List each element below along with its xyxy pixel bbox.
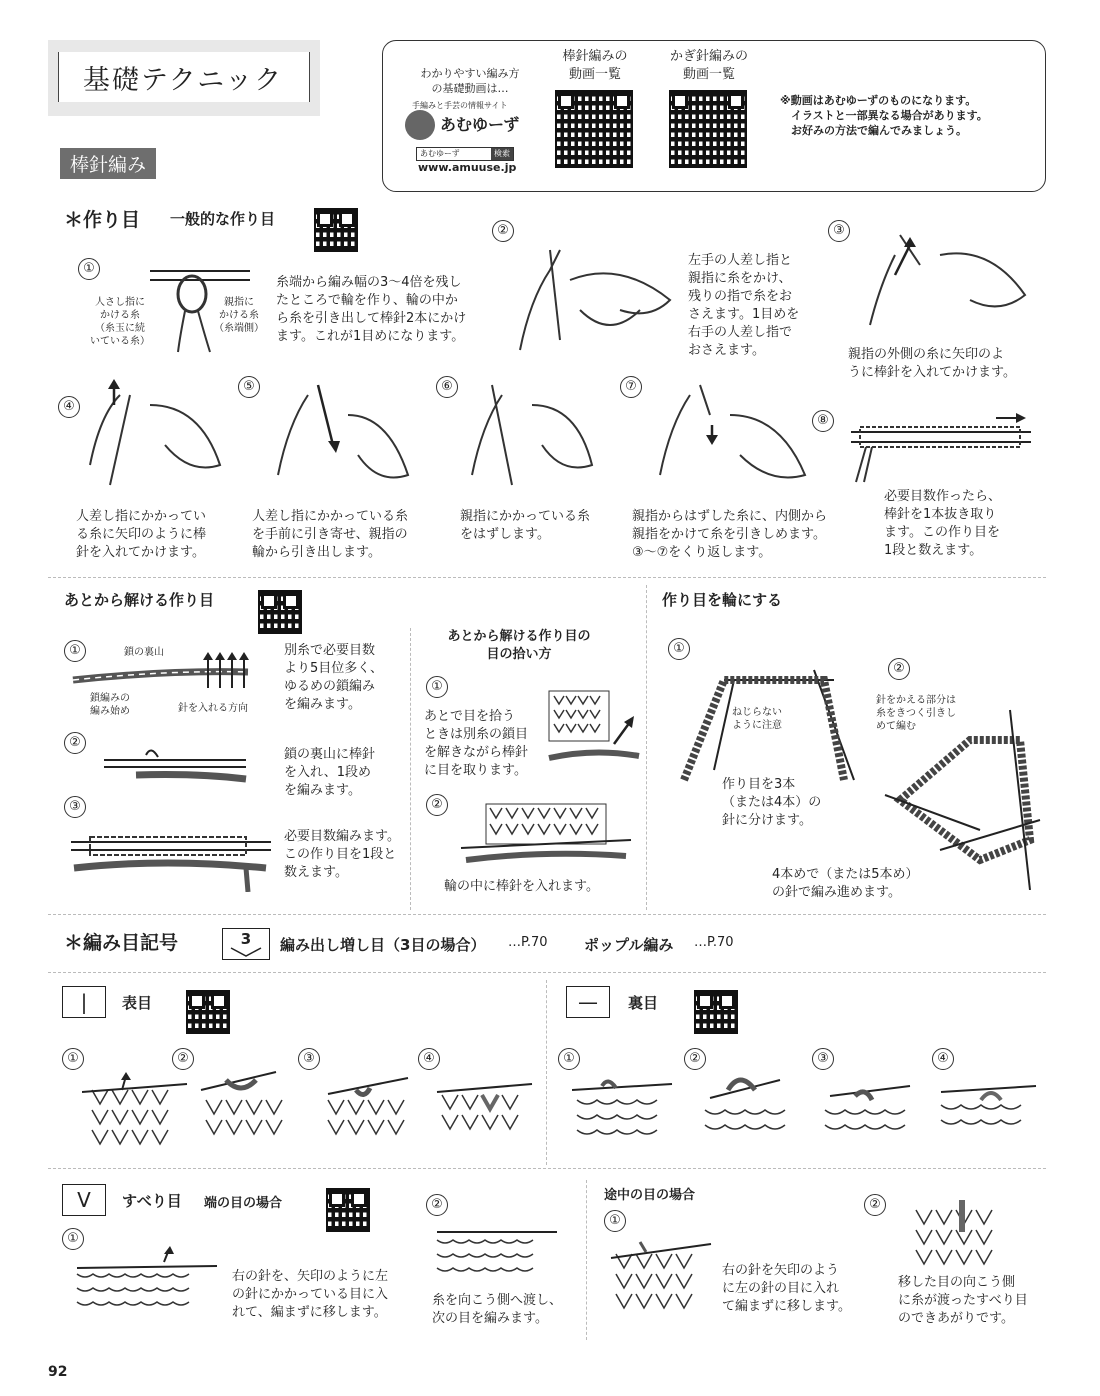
qr-crochet-videos[interactable] [669, 90, 747, 168]
pickup-step1-text: あとで目を拾う ときは別糸の鎖目 を解きながら棒針 に目を取ります。 [424, 709, 529, 778]
knit-step3-illustration [318, 1070, 428, 1150]
circular-step1-text: 作り目を3本 （または4本）の 針に分けます。 [722, 777, 822, 828]
circular-step2-text: 4本めで（または5本め） の針で編み進めます。 [772, 867, 919, 900]
symbols-heading: ＊編み目記号 [64, 932, 179, 954]
qr-knit[interactable] [186, 990, 230, 1034]
qr-provisional[interactable] [258, 590, 302, 634]
increase-label: 編み出し増し目（3目の場合） [280, 936, 486, 954]
provisional-step1-text: 別糸で必要目数 より5目位多く、 ゆるめの鎖編み を編みます。 [284, 643, 384, 712]
popcorn-label: ポップル編み [584, 936, 674, 954]
label-index-yarn: 人さし指に かける糸 （糸玉に続 いている糸） [90, 297, 150, 347]
cast-on-step1-text: 糸端から編み幅の3～4倍を残し たところで輪を作り、輪の中か ら糸を引き出して棒針2本にかけ ます。これが1目めになります。 [276, 275, 467, 344]
divider [410, 628, 411, 910]
slip-step2-text: 糸を向こう側へ渡し、 次の目を編みます。 [432, 1293, 563, 1326]
slip-step2-illustration [432, 1218, 562, 1284]
cast-on-step6-text: 親指にかかっている糸 をはずします。 [460, 509, 591, 542]
cast-on-step6-illustration [452, 375, 602, 500]
step-number: ③ [64, 796, 86, 818]
cast-on-heading: ＊作り目 [64, 209, 141, 231]
purl-step2-illustration [700, 1070, 810, 1150]
step-number: ⑦ [620, 376, 642, 398]
pickup-heading: あとから解ける作り目の 目の拾い方 [447, 629, 591, 662]
step-number: ② [426, 1194, 448, 1216]
purl-label: 裏目 [628, 994, 659, 1012]
label-direction: 針を入れる方向 [178, 703, 248, 714]
provisional-heading: あとから解ける作り目 [64, 591, 215, 609]
step-number: ① [426, 676, 448, 698]
divider [646, 585, 647, 910]
qr-cast-on[interactable] [314, 208, 358, 252]
cast-on-step7-illustration [640, 375, 810, 500]
popcorn-ref[interactable]: …P.70 [694, 935, 734, 950]
pickup-step2-text: 輪の中に棒針を入れます。 [444, 879, 599, 894]
cast-on-step4-text: 人差し指にかかってい る糸に矢印のように棒 針を入れてかけます。 [76, 509, 207, 560]
divider [48, 577, 1046, 578]
cast-on-step3-illustration [840, 225, 1030, 340]
step-number: ④ [932, 1048, 954, 1070]
search-text: あむゆーず [420, 149, 460, 158]
label-twist: ねじらない ように注意 [732, 707, 782, 731]
provisional-step3-illustration [66, 822, 276, 892]
step-number: ② [864, 1194, 886, 1216]
site-caption: 手編みと手芸の情報サイト [412, 101, 508, 110]
knit-step2-illustration [196, 1070, 306, 1150]
step-number: ④ [58, 396, 80, 418]
divider [586, 1180, 587, 1340]
step-number: ② [492, 220, 514, 242]
site-url[interactable]: www.amuuse.jp [418, 161, 517, 174]
cast-on-step2-text: 左手の人差し指と 親指に糸をかけ、 残りの指で糸をお さえます。1目めを 右手の人差し指で おさえます。 [688, 253, 800, 358]
increase-symbol: 3 [222, 928, 270, 960]
step-number: ① [64, 640, 86, 662]
step-number: ③ [812, 1048, 834, 1070]
slip-step1-illustration [72, 1244, 222, 1320]
cast-on-step5-text: 人差し指にかかっている糸 を手前に引き寄せ、親指の 輪から引き出します。 [252, 509, 409, 560]
slip-label: すべり目 [122, 1192, 182, 1210]
search-box[interactable] [416, 147, 514, 161]
divider [546, 980, 547, 1165]
step-number: ⑧ [812, 410, 834, 432]
step-number: ⑤ [238, 376, 260, 398]
purl-step4-illustration [936, 1070, 1046, 1150]
label-chain-back: 鎖の裏山 [124, 647, 164, 658]
step-number: ② [64, 732, 86, 754]
purl-symbol: — [566, 986, 610, 1018]
divider [48, 914, 1046, 915]
provisional-step2-text: 鎖の裏山に棒針 を入れ、1段め を編みます。 [284, 747, 376, 798]
step-number: ① [604, 1210, 626, 1232]
search-button[interactable]: 検索 [491, 148, 513, 160]
cast-on-step2-illustration [500, 240, 680, 360]
purl-step3-illustration [820, 1070, 930, 1150]
pickup-step1-illustration [544, 686, 644, 776]
circular-step2-illustration [880, 700, 1050, 890]
cast-on-subheading: 一般的な作り目 [170, 210, 276, 228]
page-number: 92 [48, 1364, 68, 1380]
slip-symbol: V [62, 1184, 106, 1216]
qr-knitting-videos[interactable] [555, 90, 633, 168]
video-intro: わかりやすい編み方 の基礎動画は… [420, 67, 520, 95]
amuuse-logo [405, 110, 435, 140]
knit-symbol: | [62, 986, 106, 1018]
cast-on-step3-text: 親指の外側の糸に矢印のよ うに棒針を入れてかけます。 [848, 347, 1016, 380]
qr1-label: 棒針編みの 動画一覧 [562, 49, 628, 82]
mid-step1-text: 右の針を矢印のよう に左の針の目に入れ て編まずに移します。 [722, 1263, 851, 1314]
step-number: ③ [298, 1048, 320, 1070]
logo-text: あむゆーず [440, 115, 520, 134]
step-number: ① [668, 638, 690, 660]
step-number: ② [684, 1048, 706, 1070]
page-title: 基礎テクニック [82, 65, 284, 96]
step-number: ① [62, 1228, 84, 1250]
step-number: ③ [828, 220, 850, 242]
step-number: ④ [418, 1048, 440, 1070]
step-number: ⑥ [436, 376, 458, 398]
increase-ref[interactable]: …P.70 [508, 935, 548, 950]
provisional-step3-text: 必要目数編みます。 この作り目を1段と 数えます。 [284, 829, 400, 880]
purl-step1-illustration [572, 1070, 682, 1150]
knit-label: 表目 [122, 994, 153, 1012]
step-number: ① [78, 258, 100, 280]
slip-step1-text: 右の針を、矢印のように左 の針にかかっている目に入 れて、編まずに移します。 [232, 1269, 389, 1320]
divider [48, 1168, 1046, 1169]
step-number: ① [558, 1048, 580, 1070]
step-number: ② [172, 1048, 194, 1070]
label-switch: 針をかえる部分は 糸をきつく引きし めて編む [876, 695, 956, 732]
step-number: ② [426, 794, 448, 816]
cast-on-step8-illustration [846, 412, 1036, 487]
qr-purl[interactable] [694, 990, 738, 1034]
cast-on-step4-illustration [70, 375, 230, 500]
mid-heading: 途中の目の場合 [604, 1188, 696, 1203]
qr-slip[interactable] [326, 1188, 370, 1232]
mid-step1-illustration [606, 1234, 716, 1314]
knit-step1-illustration [82, 1070, 192, 1150]
video-note: ※動画はあむゆーずのものになります。 イラストと一部異なる場合があります。 お好みの方法で編んでみましょう。 [780, 94, 988, 137]
provisional-step2-illustration [96, 745, 256, 790]
step-number: ① [62, 1048, 84, 1070]
mid-step2-text: 移した目の向こう側 に糸が渡ったすべり目 のできあがりです。 [898, 1275, 1028, 1326]
label-thumb-yarn: 親指に かける糸 （糸端側） [214, 297, 264, 334]
cast-on-step5-illustration [258, 375, 418, 500]
label-chain-start: 鎖編みの 編み始め [90, 693, 130, 717]
pickup-step2-illustration [456, 800, 636, 875]
step-number: ② [888, 658, 910, 680]
divider [48, 972, 1046, 973]
mid-step2-illustration [906, 1190, 1016, 1266]
qr2-label: かぎ針編みの 動画一覧 [669, 49, 748, 82]
section-label: 棒針編み [60, 148, 156, 179]
knit-step4-illustration [432, 1070, 542, 1150]
slip-sub: 端の目の場合 [204, 1196, 283, 1211]
cast-on-step7-text: 親指からはずした糸に、内側から 親指をかけて糸を引きしめます。 ③～⑦をくり返します。 [632, 509, 828, 560]
circular-heading: 作り目を輪にする [662, 591, 783, 609]
cast-on-step8-text: 必要目数作ったら、 棒針を1本抜き取り ます。この作り目を 1段と数えます。 [884, 489, 1002, 558]
